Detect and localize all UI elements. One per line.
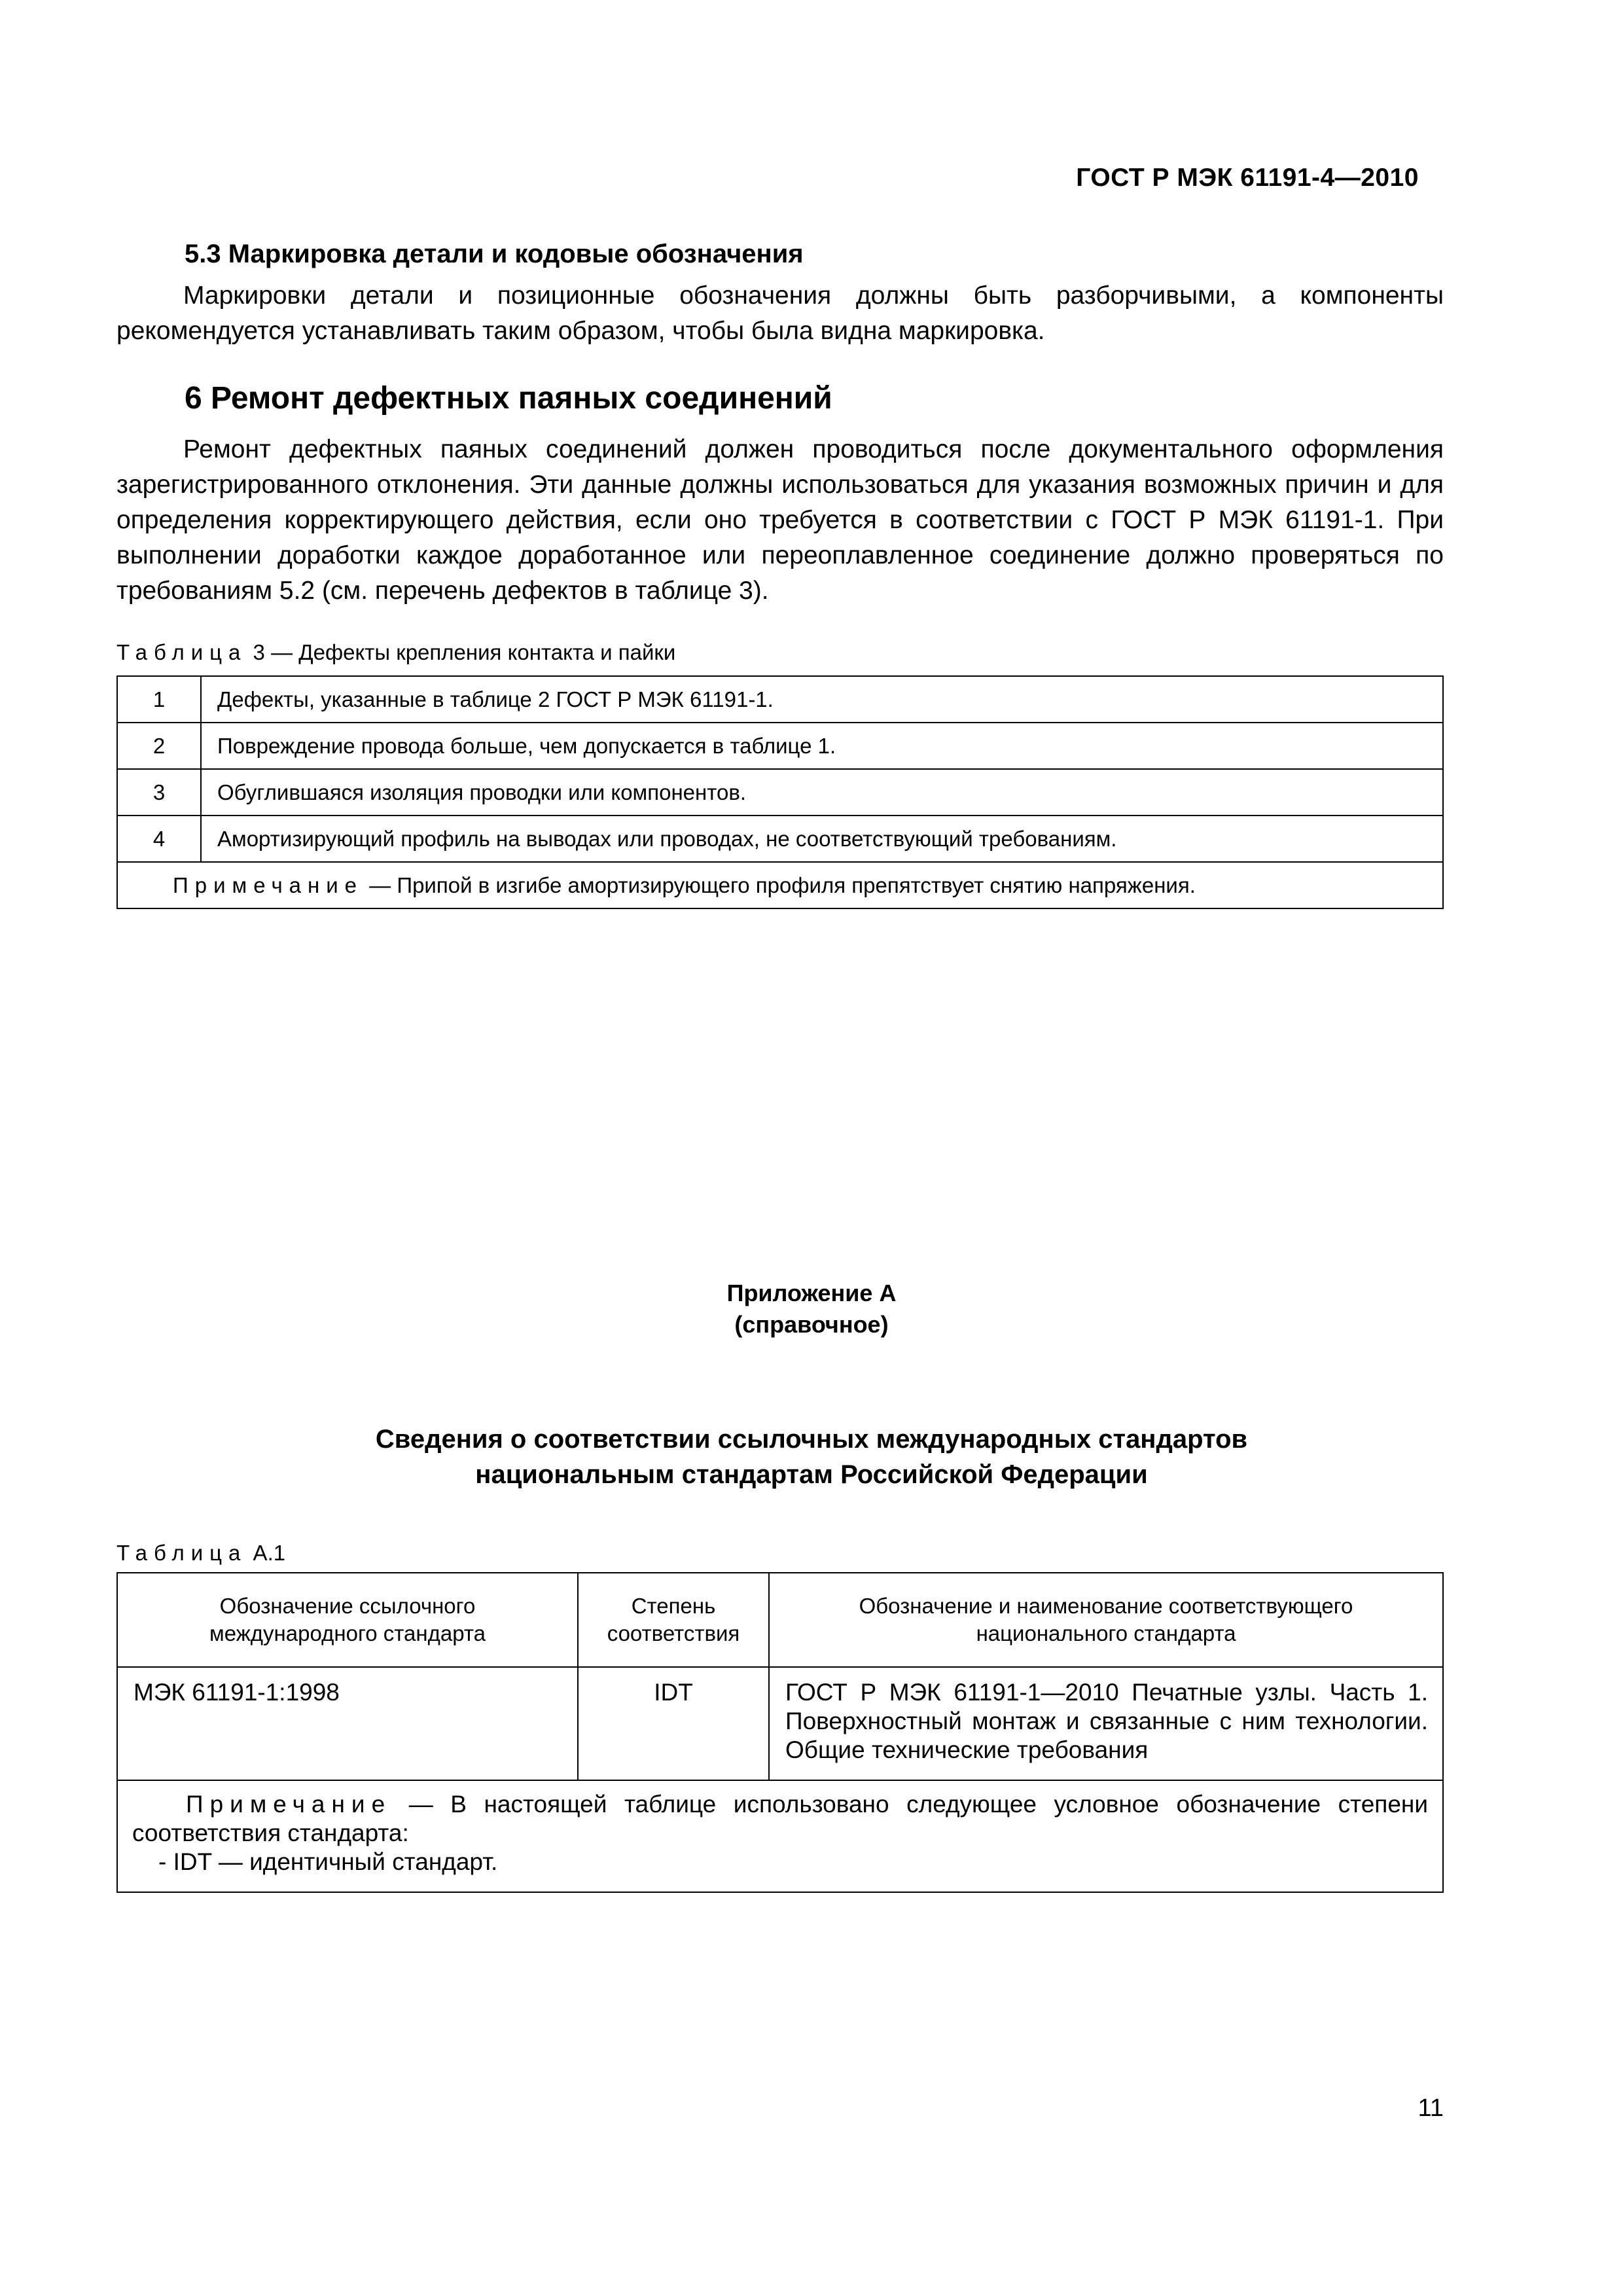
table-3-note-text: — Припой в изгибе амортизирующего профиля препятствует снятию напряжения. — [363, 872, 1196, 897]
header-text-line: национального стандарта — [976, 1621, 1236, 1645]
table-3-row-3-number: 3 — [117, 769, 201, 816]
header-text-line: международного стандарта — [209, 1621, 486, 1645]
table-a1-caption-rest: А.1 — [247, 1541, 286, 1565]
table-row — [117, 1667, 1443, 1780]
table-a1-note-rest: — В настоящей таблице использовано следующее условное обозначение степени соответствия стандарта: — [132, 1791, 1428, 1846]
table-3-row-4-text: Амортизирующий профиль на выводах или проводах, не соответствующий требованиям. — [201, 816, 1443, 862]
document-code-header: ГОСТ Р МЭК 61191-4—2010 — [1076, 164, 1419, 192]
table-3 — [116, 675, 1444, 909]
table-3-note-word: Примечание — [173, 872, 364, 897]
table-a1-header-degree — [578, 1573, 769, 1667]
table-a1-note-word: Примечание — [186, 1791, 392, 1818]
table-a1-caption-word: Таблица — [116, 1541, 247, 1565]
section-5-3-text: Маркировки детали и позиционные обозначения должны быть разборчивыми, а компоненты рекомендуется устанавливать таким образом, чтобы была видна маркировка. — [116, 281, 1444, 345]
header-text-line: соответствия — [607, 1621, 740, 1645]
table-note-row — [117, 862, 1443, 908]
table-3-row-4-number: 4 — [117, 816, 201, 862]
header-text-line: Обозначение и наименование соответствующего — [859, 1594, 1353, 1618]
header-text-line: Степень — [631, 1594, 716, 1618]
table-a1-header-national — [769, 1573, 1443, 1667]
page-number: 11 — [1418, 2094, 1444, 2122]
header-text-line: Обозначение ссылочного — [219, 1594, 476, 1618]
table-a1-note — [117, 1780, 1443, 1892]
table-3-caption-rest: 3 — Дефекты крепления контакта и пайки — [247, 640, 676, 664]
appendix-heading-line-1: Сведения о соответствии ссылочных международных стандартов — [375, 1425, 1248, 1454]
table-3-caption-word: Таблица — [116, 640, 247, 664]
table-3-row-1-text: Дефекты, указанные в таблице 2 ГОСТ Р МЭК 61191-1. — [201, 676, 1443, 723]
section-6-heading: 6 Ремонт дефектных паяных соединений — [185, 381, 832, 416]
table-note-row — [117, 1780, 1443, 1892]
table-row — [117, 723, 1443, 769]
table-a1-note-item: - IDT — идентичный стандарт. — [158, 1848, 498, 1875]
table-row — [117, 769, 1443, 816]
appendix-title — [0, 1278, 1623, 1340]
table-3-row-2-number: 2 — [117, 723, 201, 769]
table-a1-national-standard: ГОСТ Р МЭК 61191-1—2010 Печатные узлы. Часть 1. Поверхностный монтаж и связанные с ним технологии. Общие технические требования — [769, 1667, 1443, 1780]
table-a1-caption — [116, 1541, 285, 1566]
table-3-caption — [116, 640, 675, 665]
table-a1-note-text — [132, 1790, 1428, 1848]
table-header-row — [117, 1573, 1443, 1667]
table-3-row-1-number: 1 — [117, 676, 201, 723]
table-3-note — [117, 862, 1443, 908]
table-row — [117, 676, 1443, 723]
table-a1-header-reference — [117, 1573, 578, 1667]
appendix-subtitle: (справочное) — [734, 1311, 889, 1338]
section-5-3-paragraph — [116, 278, 1444, 349]
appendix-heading-line-2: национальным стандартам Российской Федерации — [475, 1460, 1148, 1489]
appendix-heading — [0, 1422, 1623, 1492]
section-6-paragraph — [116, 432, 1444, 609]
table-a1-degree: IDT — [578, 1667, 769, 1780]
table-3-row-3-text: Обуглившаяся изоляция проводки или компонентов. — [201, 769, 1443, 816]
appendix-label: Приложение А — [726, 1280, 897, 1306]
section-6-text: Ремонт дефектных паяных соединений должен проводиться после документального оформления зарегистрированного отклонения. Эти данные должны использоваться для указания возможных причин и для определения корректирующего действия, если оно требуется в соответствии с ГОСТ Р МЭК 61191-1. При выполнении доработки каждое доработанное или переоплавленное соединение должно проверяться по требованиям 5.2 (см. перечень дефектов в таблице 3). — [116, 435, 1444, 605]
table-a1-reference-standard: МЭК 61191-1:1998 — [117, 1667, 578, 1780]
table-a1 — [116, 1572, 1444, 1893]
table-3-row-2-text: Повреждение провода больше, чем допускается в таблице 1. — [201, 723, 1443, 769]
section-5-3-heading: 5.3 Маркировка детали и кодовые обозначения — [185, 240, 804, 268]
table-row — [117, 816, 1443, 862]
